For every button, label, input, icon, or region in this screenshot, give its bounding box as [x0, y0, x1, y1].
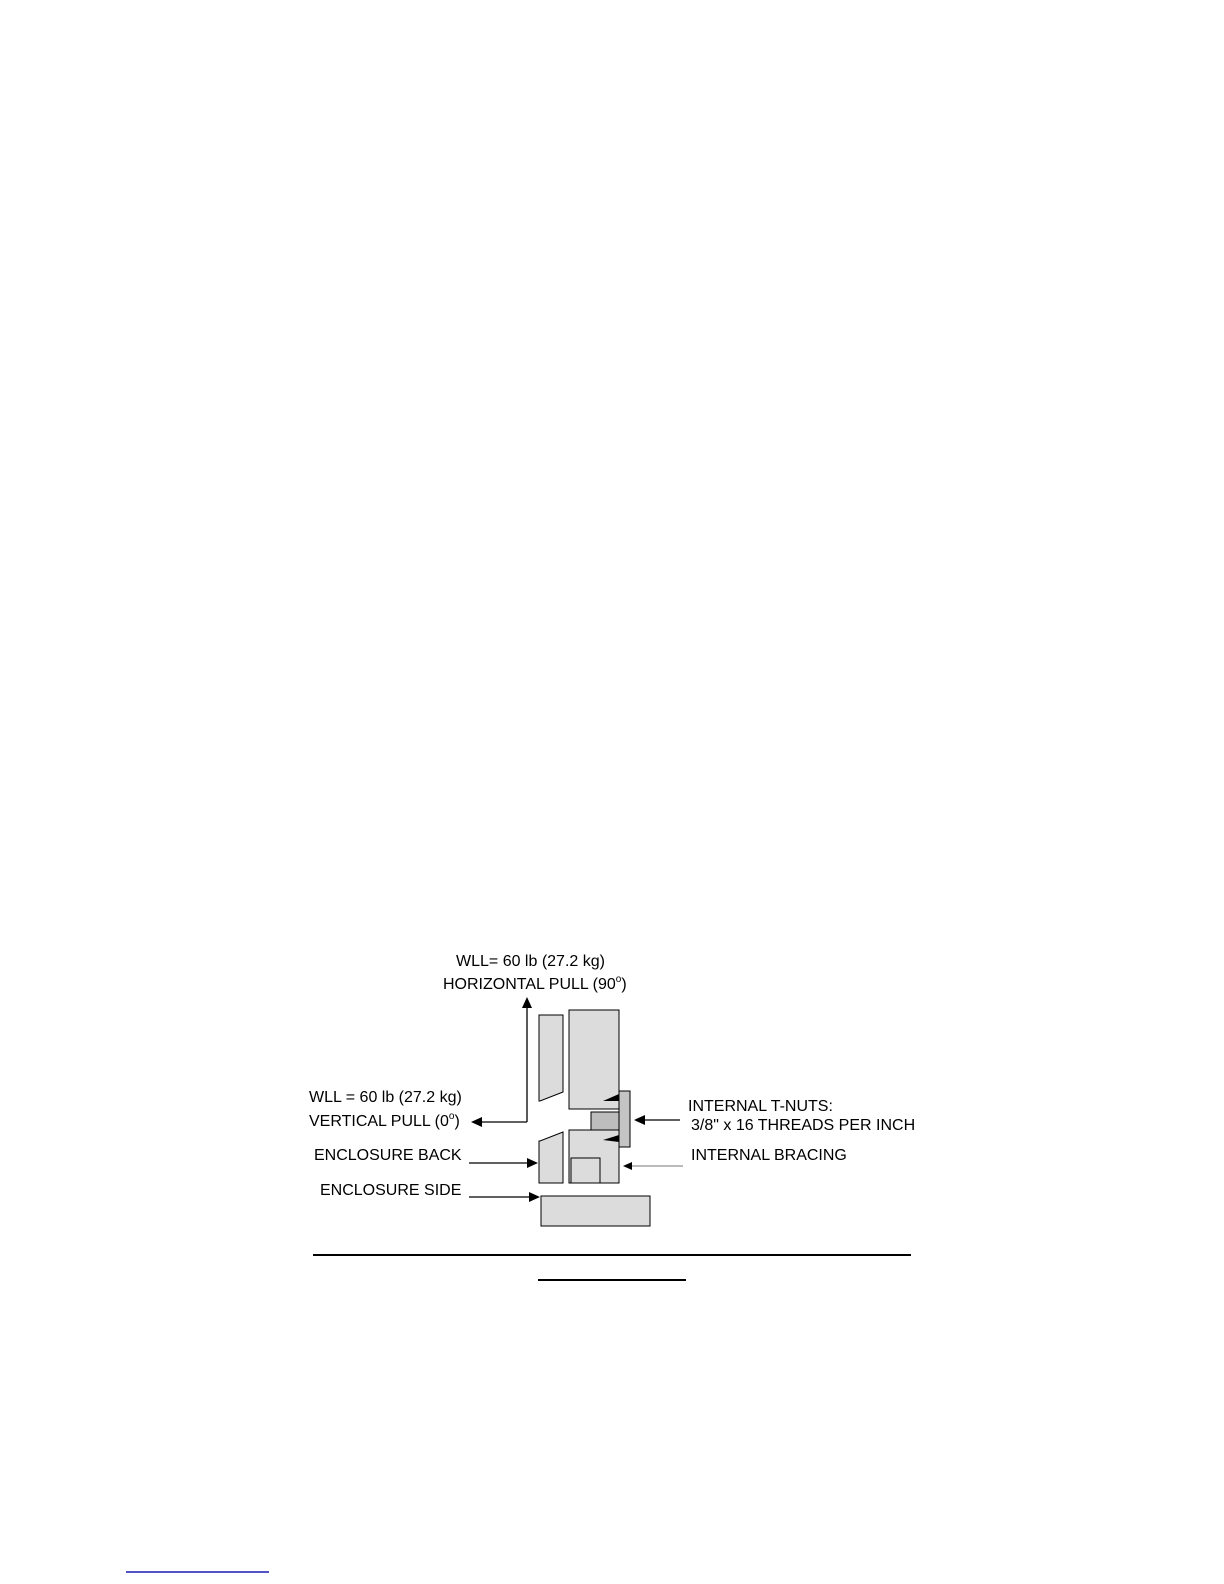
vertical-pull-text: VERTICAL PULL (0	[309, 1113, 449, 1130]
wll-horizontal-label: WLL= 60 lb (27.2 kg)	[456, 953, 605, 970]
wll-vertical-label: WLL = 60 lb (27.2 kg)	[309, 1089, 462, 1106]
internal-bracing-upper	[569, 1010, 619, 1109]
tnut-bolt	[591, 1112, 623, 1130]
thread-spec-label: 3/8" x 16 THREADS PER INCH	[691, 1117, 916, 1134]
vertical-pull-arrowhead	[471, 1117, 482, 1127]
enclosure-back-upper	[539, 1015, 563, 1101]
vertical-pull-close: )	[454, 1113, 460, 1130]
vertical-pull-label	[309, 1111, 460, 1130]
enclosure-back-lower	[539, 1132, 563, 1183]
internal-bracing-label: INTERNAL BRACING	[691, 1147, 847, 1164]
internal-tnuts-label: INTERNAL T-NUTS:	[688, 1098, 833, 1115]
horizontal-degree-symbol: o	[615, 974, 622, 985]
enclosure-back-label: ENCLOSURE BACK	[314, 1147, 462, 1164]
enclosure-back-arrowhead	[527, 1158, 538, 1168]
enclosure-side	[541, 1196, 650, 1226]
horizontal-pull-close: )	[621, 976, 627, 993]
horizontal-pull-text: HORIZONTAL PULL (90	[443, 976, 616, 993]
enclosure-side-arrowhead	[529, 1192, 540, 1202]
tnut-plate	[619, 1091, 630, 1147]
bracing-arrowhead	[623, 1162, 632, 1170]
horizontal-pull-label	[443, 974, 627, 993]
vertical-degree-symbol: o	[448, 1111, 455, 1122]
enclosure-side-label: ENCLOSURE SIDE	[320, 1182, 462, 1199]
horizontal-pull-arrowhead	[522, 997, 532, 1008]
tnuts-arrowhead	[634, 1115, 645, 1125]
